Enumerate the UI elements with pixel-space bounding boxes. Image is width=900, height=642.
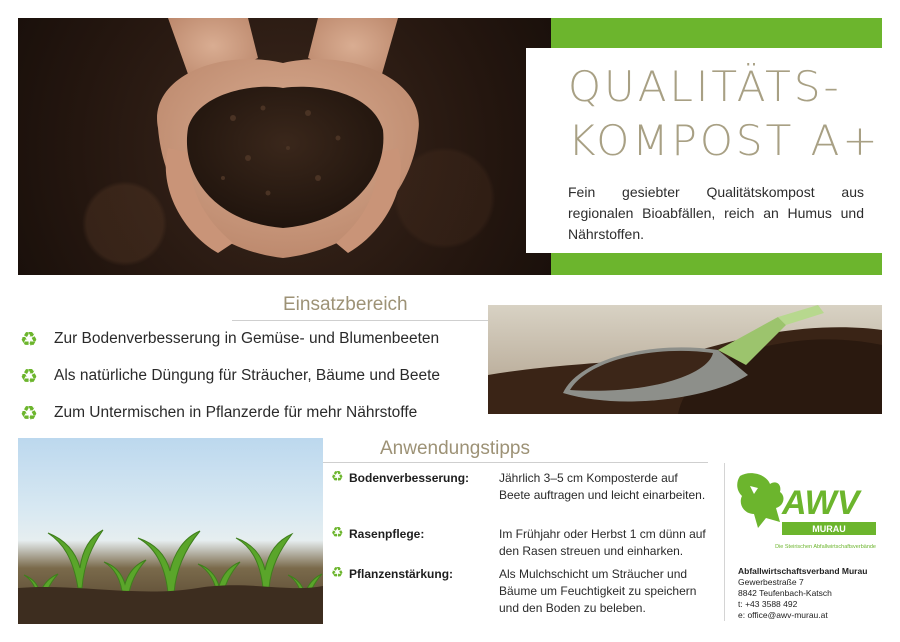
product-description: Fein gesiebter Qualitätskompost aus regionalen Bioabfällen, reich an Humus und Nährstoffen. bbox=[568, 184, 864, 242]
contact-block bbox=[738, 566, 867, 621]
tip-label: Bodenverbesserung: bbox=[349, 471, 470, 485]
divider-anwendungstipps bbox=[276, 462, 708, 463]
awv-murau-logo bbox=[736, 470, 880, 558]
title-line-1: QUALITÄTS- bbox=[568, 62, 842, 111]
list-item-label: Zum Untermischen in Pflanzerde für mehr Nährstoffe bbox=[54, 403, 418, 421]
recycle-icon: ♻ bbox=[331, 525, 344, 541]
section-heading-einsatzbereich: Einsatzbereich bbox=[283, 294, 408, 315]
recycle-icon: ♻ bbox=[331, 469, 344, 485]
contact-street: Gewerbestraße 7 bbox=[738, 577, 804, 587]
hero-image-compost-hands bbox=[18, 18, 551, 275]
hands-illustration bbox=[18, 18, 551, 275]
list-item-label: Als natürliche Düngung für Sträucher, Bäume und Beete bbox=[54, 366, 441, 384]
shovel-illustration bbox=[488, 305, 882, 414]
tip-label: Rasenpflege: bbox=[349, 527, 425, 541]
seedlings-illustration bbox=[18, 438, 323, 624]
contact-org: Abfallwirtschaftsverband Murau bbox=[738, 566, 868, 576]
list-item bbox=[20, 394, 480, 431]
title-card bbox=[526, 48, 882, 253]
tip-text: Im Frühjahr oder Herbst 1 cm dünn auf den Rasen streuen und einharken. bbox=[499, 527, 706, 558]
logo-region: MURAU bbox=[812, 524, 846, 534]
recycle-icon: ♻ bbox=[20, 363, 38, 388]
recycle-icon: ♻ bbox=[331, 565, 344, 581]
logo-tagline: Die Steirischen Abfallwirtschaftsverbände bbox=[775, 544, 876, 550]
contact-email[interactable]: e: office@awv-murau.at bbox=[738, 610, 828, 620]
tips-table bbox=[331, 470, 715, 617]
title-line-2: KOMPOST A+ bbox=[568, 116, 881, 165]
tip-label: Pflanzenstärkung: bbox=[349, 567, 454, 581]
vertical-divider bbox=[724, 463, 725, 621]
tip-text: Als Mulchschicht um Sträucher und Bäume um Feuchtigkeit zu speichern und den Boden zu beleben. bbox=[499, 567, 697, 615]
tip-row bbox=[331, 526, 715, 566]
awv-logo-graphic bbox=[736, 470, 880, 558]
use-list bbox=[20, 320, 480, 431]
list-item bbox=[20, 357, 480, 394]
list-item-label: Zur Bodenverbesserung in Gemüse- und Blumenbeeten bbox=[54, 329, 440, 347]
section-heading-anwendungstipps: Anwendungstipps bbox=[380, 438, 530, 459]
list-item bbox=[20, 320, 480, 357]
seedling-field-image bbox=[18, 438, 323, 624]
tip-row bbox=[331, 470, 715, 526]
recycle-icon: ♻ bbox=[20, 400, 38, 425]
contact-phone: t: +43 3588 492 bbox=[738, 599, 798, 609]
logo-brand: AWV bbox=[782, 484, 860, 522]
tip-text: Jährlich 3–5 cm Komposterde auf Beete auftragen und leicht einarbeiten. bbox=[499, 471, 706, 502]
contact-city: 8842 Teufenbach-Katsch bbox=[738, 588, 832, 598]
recycle-icon: ♻ bbox=[20, 326, 38, 351]
tip-row bbox=[331, 566, 715, 617]
shovel-compost-image bbox=[488, 305, 882, 414]
